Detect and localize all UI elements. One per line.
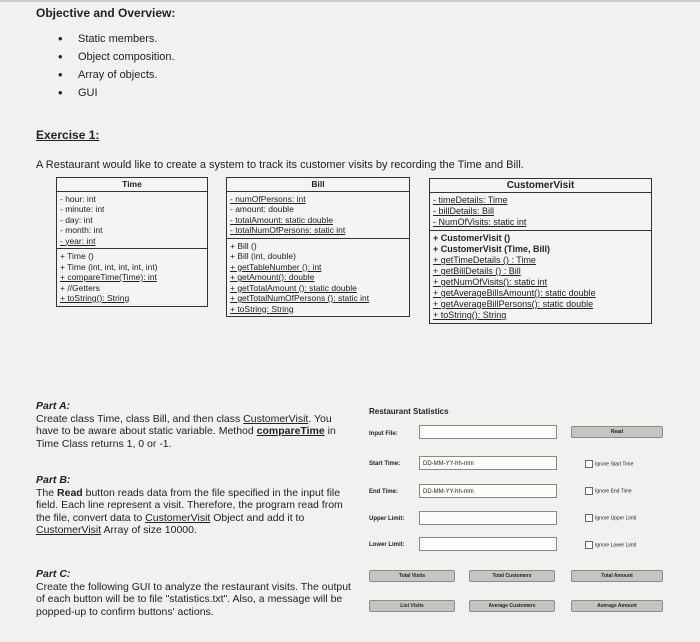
part-text: Create the following GUI to analyze the restaurant visits. The output of each button will be to file "statistics.txt". Also, a message will be popped-up to confirm buttons' actions. <box>36 580 351 618</box>
restaurant-statistics-gui <box>365 398 665 626</box>
input-file-label: Input File: <box>369 431 398 437</box>
upper-limit-label: Upper Limit: <box>369 516 405 522</box>
objective-bullets <box>52 30 175 102</box>
part-label: Part A: <box>36 400 71 412</box>
average-customers-button[interactable]: Average Customers <box>469 600 555 612</box>
ignore-upper-checkbox[interactable] <box>585 514 636 522</box>
exercise-intro: A Restaurant would like to create a system to track its customer visits by recording the Time and Bill. <box>36 159 524 171</box>
part-emphasis: compareTime <box>256 425 325 437</box>
uml-method: + getAverageBillPersons(): static double <box>433 299 594 309</box>
bullet-item: • Static members. <box>52 30 175 48</box>
bullet-item: • GUI <box>52 84 175 102</box>
uml-field: - NumOfVisits: static int <box>433 217 527 227</box>
part-emphasis: CustomerVisit <box>36 524 102 536</box>
part-emphasis: CustomerVisit <box>145 511 211 524</box>
uml-method: + getAverageBillsAmount(): static double <box>433 288 596 298</box>
part-label: Part B: <box>36 474 71 486</box>
uml-method: + Bill () <box>230 240 257 251</box>
part-a <box>36 400 356 450</box>
read-button[interactable]: Read <box>571 426 663 438</box>
checkbox-icon <box>585 487 593 495</box>
checkbox-icon <box>585 541 593 549</box>
uml-method: + getTotalNumOfPersons (): static int <box>230 293 370 303</box>
bullet-item: • Object composition. <box>52 48 175 66</box>
uml-method: + //Getters <box>60 282 100 293</box>
uml-customervisit-class <box>429 178 652 324</box>
uml-method: + getNumOfVisits(): static int <box>433 277 548 287</box>
uml-field: - month: int <box>60 225 103 235</box>
uml-field: - minute: int <box>60 204 105 214</box>
checkbox-label: Ignore Start Time <box>595 461 634 468</box>
part-c <box>36 568 356 618</box>
uml-method: + compareTime(Time): int <box>60 272 157 282</box>
uml-method: + Time () <box>60 251 94 261</box>
uml-field: - billDetails: Bill <box>433 206 495 216</box>
part-b <box>36 474 356 537</box>
uml-field: - amount: double <box>230 204 294 214</box>
uml-methods <box>57 249 207 306</box>
total-customers-button[interactable]: Total Customers <box>469 570 555 582</box>
checkbox-label: Ignore Lower Limit <box>595 542 637 549</box>
uml-fields <box>227 192 409 239</box>
bullet-item: • Array of objects. <box>52 66 175 84</box>
part-text: Object and add it to <box>210 511 305 524</box>
total-visits-button[interactable]: Total Visits <box>369 570 455 582</box>
list-visits-button[interactable]: List Visits <box>369 600 455 612</box>
uml-method: + getTotalAmount (): static double <box>230 282 357 293</box>
uml-title: Time <box>57 178 207 192</box>
start-time-label: Start Time: <box>369 461 401 467</box>
ignore-end-checkbox[interactable] <box>585 487 632 495</box>
uml-bill-class <box>226 177 410 317</box>
input-file-field[interactable] <box>419 425 557 439</box>
uml-method: + toString(): String <box>433 310 507 320</box>
uml-method: + getTableNumber (): int <box>230 261 322 272</box>
uml-method: + CustomerVisit () <box>433 233 511 243</box>
uml-field: - year: int <box>60 235 96 246</box>
uml-fields <box>57 192 207 250</box>
checkbox-icon <box>585 514 593 522</box>
part-text: . You have to be aware about static variable. Method <box>36 412 332 437</box>
uml-method: + Time (int, int, int, int, int) <box>60 261 158 272</box>
uml-title: CustomerVisit <box>430 179 651 193</box>
uml-method: + getBillDetails () : Bill <box>433 266 521 276</box>
uml-methods <box>430 231 651 323</box>
part-text: button reads data from the file specified in the input file field. Each line represent a visit. Therefore, the program read from the file, convert data to <box>36 486 343 524</box>
average-amount-button[interactable]: Average Amount <box>571 600 663 612</box>
checkbox-label: Ignore End Time <box>595 488 632 495</box>
uml-field: - hour: int <box>60 193 96 204</box>
part-emphasis: CustomerVisit <box>243 412 309 425</box>
checkbox-icon <box>585 460 593 468</box>
gui-title: Restaurant Statistics <box>369 407 449 416</box>
uml-time-class <box>56 177 208 307</box>
exercise-heading: Exercise 1: <box>36 128 100 142</box>
part-text: Array of size 10000. <box>101 524 197 536</box>
uml-field: - totalAmount: static double <box>230 214 334 225</box>
checkbox-label: Ignore Upper Limit <box>595 515 637 522</box>
end-time-field[interactable]: DD-MM-YY-hh-mm <box>419 484 557 498</box>
part-label: Part C: <box>36 568 71 580</box>
top-divider <box>0 0 700 2</box>
uml-method: + toString(): String <box>60 293 130 303</box>
uml-field: - timeDetails: Time <box>433 195 508 205</box>
lower-limit-label: Lower Limit: <box>369 542 405 548</box>
part-text: Create class Time, class Bill, and then class <box>36 412 244 425</box>
ignore-start-checkbox[interactable] <box>585 460 633 468</box>
uml-field: - numOfPersons: int <box>230 193 306 204</box>
uml-fields <box>430 193 651 231</box>
uml-method: + getAmount(): double <box>230 272 315 282</box>
end-time-label: End Time: <box>369 489 398 495</box>
start-time-field[interactable]: DD-MM-YY-hh-mm <box>419 456 557 470</box>
part-emphasis: Read <box>57 486 83 499</box>
part-text: in Time Class returns 1, 0 or -1. <box>36 425 336 450</box>
uml-title: Bill <box>227 178 409 192</box>
objective-heading: Objective and Overview: <box>36 6 176 20</box>
uml-field: - day: int <box>60 214 93 225</box>
uml-method: + getTimeDetails () : Time <box>433 255 536 265</box>
part-text: The <box>36 486 58 499</box>
uml-methods <box>227 239 409 317</box>
ignore-lower-checkbox[interactable] <box>585 541 636 549</box>
uml-method: + CustomerVisit (Time, Bill) <box>433 244 550 254</box>
upper-limit-field[interactable] <box>419 511 557 525</box>
uml-method: + Bill (int, double) <box>230 251 296 261</box>
uml-field: - totalNumOfPersons: static int <box>230 225 346 235</box>
uml-method: + toString: String <box>230 303 294 314</box>
total-amount-button[interactable]: Total Amount <box>571 570 663 582</box>
lower-limit-field[interactable] <box>419 537 557 551</box>
